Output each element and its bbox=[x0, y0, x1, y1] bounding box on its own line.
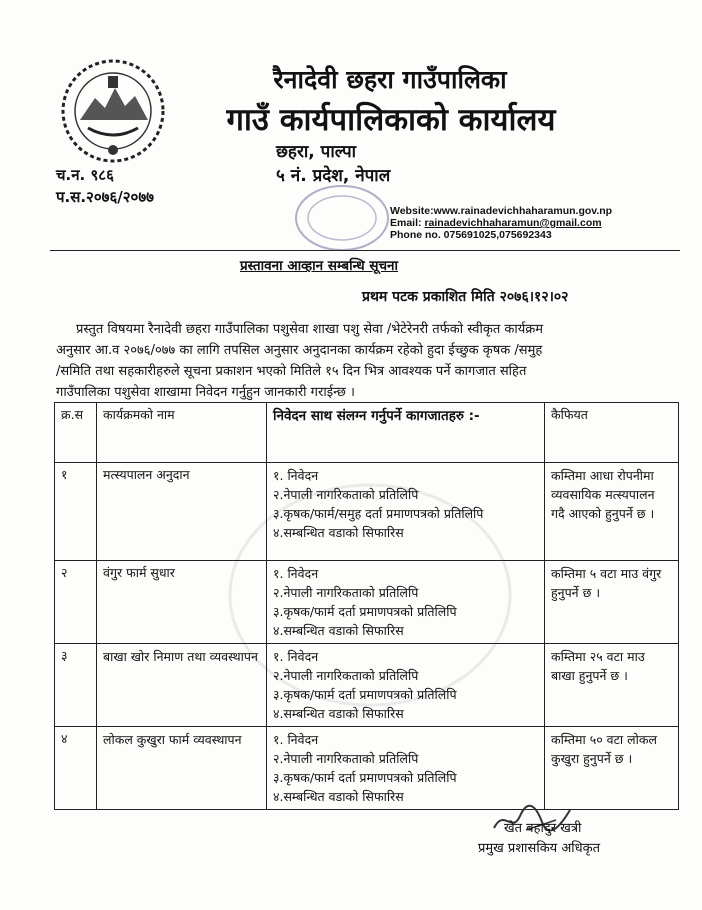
office-location: छहरा, पाल्पा bbox=[276, 142, 357, 162]
notice-paragraph bbox=[56, 319, 681, 403]
email-link[interactable]: rainadevichhaharamun@gmail.com bbox=[424, 217, 602, 229]
row-remarks: कम्तिमा ५० वटा लोकल कुखुरा हुनुपर्ने छ । bbox=[545, 727, 679, 810]
row-sn: १ bbox=[55, 463, 97, 561]
doc-item: १. निवेदन bbox=[273, 468, 319, 483]
header-program: कार्यक्रमको नाम bbox=[97, 403, 267, 463]
row-remarks: कम्तिमा आधा रोपनीमा व्यवसायिक मत्स्यपालन गदै आएको हुनुपर्ने छ । bbox=[545, 463, 679, 561]
publication-date: प्रथम पटक प्रकाशित मिति २०७६।१२।०२ bbox=[362, 289, 569, 305]
doc-item: १. निवेदन bbox=[273, 566, 319, 581]
row-documents bbox=[267, 727, 545, 810]
office-stamp-icon bbox=[292, 182, 392, 254]
table-row bbox=[55, 644, 679, 727]
doc-item: १. निवेदन bbox=[273, 649, 319, 664]
doc-item: १. निवेदन bbox=[273, 732, 319, 747]
doc-item: ३.कृषक/फार्म दर्ता प्रमाणपत्रको प्रतिलिपि bbox=[273, 604, 457, 619]
doc-item: ३.कृषक/फार्म दर्ता प्रमाणपत्रको प्रतिलिपि bbox=[273, 687, 457, 702]
doc-item: ३.कृषक/फार्म दर्ता प्रमाणपत्रको प्रतिलिपि bbox=[273, 770, 457, 785]
doc-item: ३.कृषक/फार्म/समुह दर्ता प्रमाणपत्रको प्रतिलिपि bbox=[273, 506, 484, 521]
row-program: मत्स्यपालन अनुदान bbox=[97, 463, 267, 561]
contact-block bbox=[390, 205, 612, 241]
reference-number: च.न. ९८६ bbox=[56, 166, 114, 184]
row-documents bbox=[267, 463, 545, 561]
table-row bbox=[55, 727, 679, 810]
paragraph-line: गाउँपालिका पशुसेवा शाखामा निवेदन गर्नुहुन जानकारी गराईन्छ । bbox=[56, 385, 355, 400]
government-emblem-icon bbox=[60, 58, 166, 164]
notice-subject: प्रस्तावना आव्हान सम्बन्धि सूचना bbox=[240, 258, 399, 274]
header-divider bbox=[50, 250, 680, 251]
row-documents bbox=[267, 561, 545, 644]
row-sn: २ bbox=[55, 561, 97, 644]
office-name: गाउँ कार्यपालिकाको कार्यालय bbox=[226, 102, 556, 138]
row-program: वंगुर फार्म सुधार bbox=[97, 561, 267, 644]
header-documents: निवेदन साथ संलग्न गर्नुपर्ने कागजातहरु :- bbox=[267, 403, 545, 463]
row-documents bbox=[267, 644, 545, 727]
office-province: ५ नं. प्रदेश, नेपाल bbox=[276, 166, 391, 186]
doc-item: २.नेपाली नागरिकताको प्रतिलिपि bbox=[273, 487, 419, 502]
row-remarks: कम्तिमा २५ वटा माउ बाखा हुनुपर्ने छ । bbox=[545, 644, 679, 727]
doc-item: ४.सम्बन्धित वडाको सिफारिस bbox=[273, 706, 404, 721]
paragraph-line: अनुसार आ.व २०७६/०७७ का लागि तपसिल अनुसार अनुदानका कार्यक्रम रहेको हुदा ईच्छुक कृषक /समुह bbox=[56, 343, 543, 358]
row-program: बाखा खोर निमाण तथा व्यवस्थापन bbox=[97, 644, 267, 727]
table-row bbox=[55, 561, 679, 644]
paragraph-line: /समिति तथा सहकारीहरुले सूचना प्रकाशन भएको मितिले १५ दिन भित्र आवश्यक पर्ने कागजात सहित bbox=[56, 364, 527, 379]
row-sn: ३ bbox=[55, 644, 97, 727]
doc-item: ४.सम्बन्धित वडाको सिफारिस bbox=[273, 525, 404, 540]
row-program: लोकल कुखुरा फार्म व्यवस्थापन bbox=[97, 727, 267, 810]
table-row bbox=[55, 463, 679, 561]
website-text: Website:www.rainadevichhaharamun.gov.np bbox=[390, 205, 613, 217]
row-sn: ४ bbox=[55, 727, 97, 810]
header-remarks: कैफियत bbox=[545, 403, 679, 463]
email-label: Email: bbox=[390, 217, 422, 229]
doc-item: २.नेपाली नागरिकताको प्रतिलिपि bbox=[273, 585, 419, 600]
email-line bbox=[390, 217, 612, 229]
header-sn: क्र.स bbox=[55, 403, 97, 463]
municipality-name: रैनादेवी छहरा गाउँपालिका bbox=[273, 65, 507, 94]
paragraph-line: प्रस्तुत विषयमा रैनादेवी छहरा गाउँपालिका पशुसेवा शाखा पशु सेवा /भेटेरेनरी तर्फको स्वीकृत कार्यक्रम bbox=[76, 322, 544, 337]
doc-item: २.नेपाली नागरिकताको प्रतिलिपि bbox=[273, 751, 419, 766]
phone-text: Phone no. 075691025,075692343 bbox=[390, 229, 552, 241]
row-remarks: कम्तिमा ५ वटा माउ वंगुर हुनुपर्ने छ । bbox=[545, 561, 679, 644]
doc-item: ४.सम्बन्धित वडाको सिफारिस bbox=[273, 789, 404, 804]
doc-item: ४.सम्बन्धित वडाको सिफारिस bbox=[273, 623, 404, 638]
doc-item: २.नेपाली नागरिकताको प्रतिलिपि bbox=[273, 668, 419, 683]
program-table bbox=[54, 402, 679, 810]
fiscal-year: प.स.२०७६/२०७७ bbox=[56, 188, 154, 206]
table-header-row bbox=[55, 403, 679, 463]
signatory-name: खेत बहादुर खत्री bbox=[504, 821, 582, 836]
signatory-title: प्रमुख प्रशासकिय अधिकृत bbox=[478, 841, 601, 856]
